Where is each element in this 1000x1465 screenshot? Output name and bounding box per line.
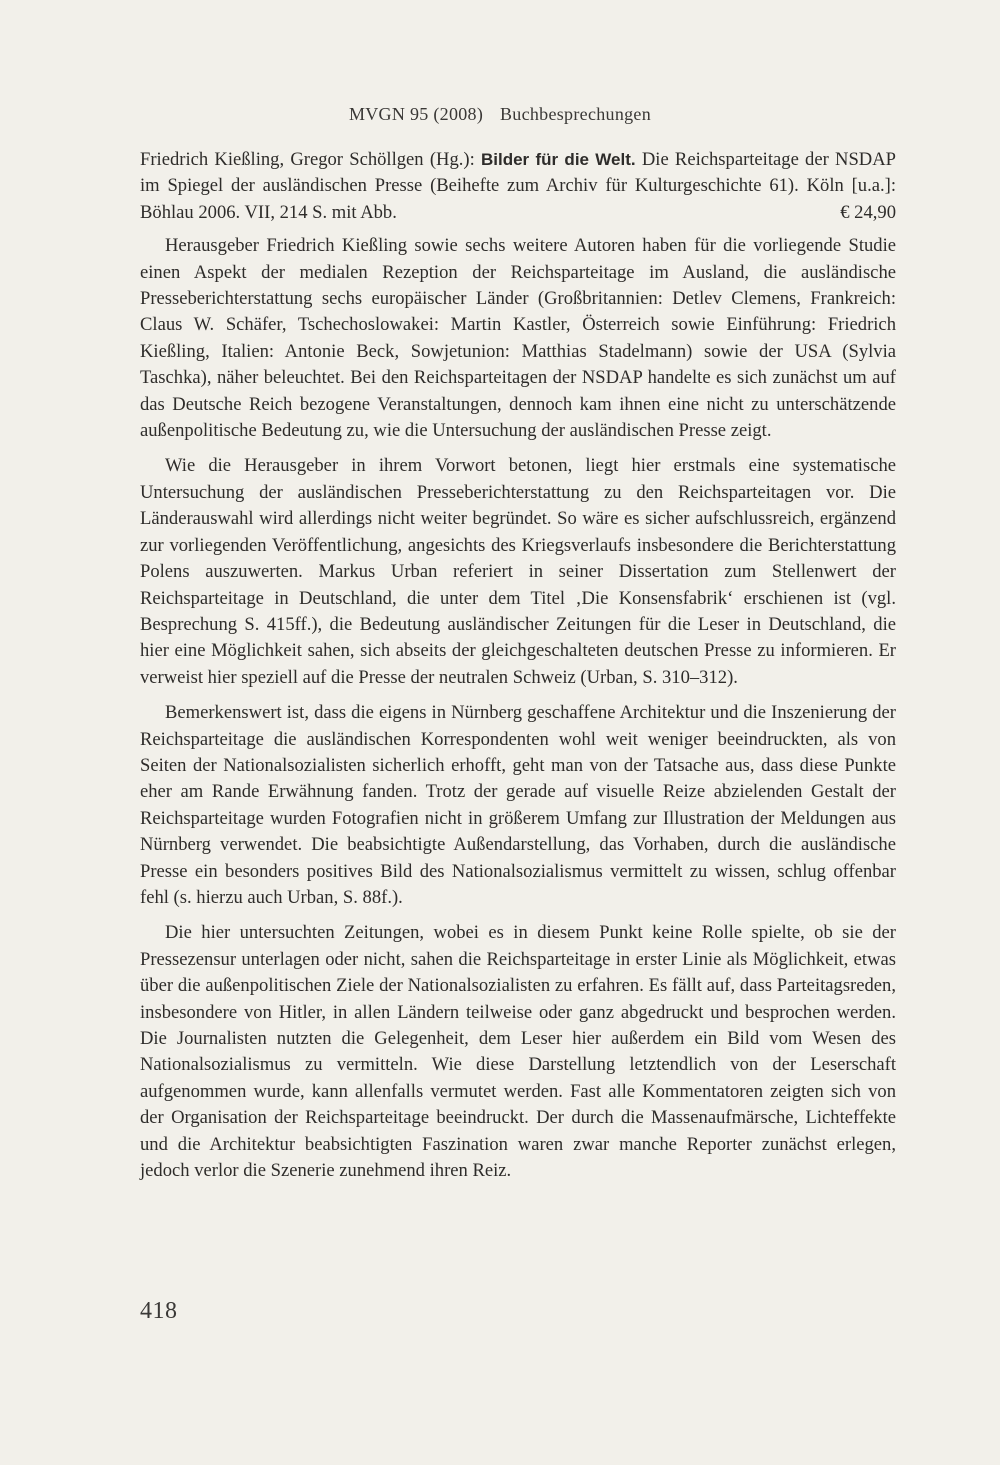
review-authors: Friedrich Kießling, Gregor Schöllgen (Hg.): <box>140 149 475 170</box>
review-paragraph: Bemerkenswert ist, dass die eigens in Nürnberg geschaffene Architektur und die Inszenierung der Reichsparteitage die ausländischen Korrespondenten wohl weit weniger beeindruckten, als von Seiten der Nationalsozialisten sicherlich erhofft, geht man von der Tatsache aus, dass diese Punkte eher am Rande Erwähnung fanden. Trotz der gerade auf visuelle Reize abzielenden Gestalt der Reichsparteitage wurden Fotografien nicht in größerem Umfang zur Illustration der Meldungen aus Nürnberg verwendet. Die beabsichtigte Außendarstellung, das Vorhaben, durch die ausländische Presse ein besonders positives Bild des Nationalsozialismus vermittelt zu wissen, schlug offenbar fehl (s. hierzu auch Urban, S. 88f.). <box>140 702 896 908</box>
review-text <box>140 147 896 1193</box>
review-book-title: Bilder für die Welt. <box>480 150 636 169</box>
review-paragraph: Wie die Herausgeber in ihrem Vorwort betonen, liegt hier erstmals eine systematische Untersuchung der ausländischen Presseberichterstattung zu den Reichsparteitagen vor. Die Länderauswahl wird allerdings nicht weiter begründet. So wäre es sicher aufschlussreich, ergänzend zur vorliegenden Veröffentlichung, angesichts des Kriegsverlaufs insbesondere die Berichterstattung Polens auszuwerten. Markus Urban referiert in seiner Dissertation zum Stellenwert der Reichsparteitage in Deutschland, die unter dem Titel ‚Die Konsensfabrik‘ erschienen ist (vgl. Besprechung S. 415ff.), die Bedeutung ausländischer Zeitungen für die Leser in Deutschland, die hier eine Möglichkeit sahen, sich abseits der gleichgeschalteten deutschen Presse zu informieren. Er verweist hier speziell auf die Presse der neutralen Schweiz (Urban, S. 310–312). <box>140 455 896 688</box>
section-title: Buchbesprechungen <box>499 104 652 124</box>
page-number: 418 <box>140 1298 178 1324</box>
review-paragraph: Die hier untersuchten Zeitungen, wobei es in diesem Punkt keine Rolle spielte, ob sie der Pressezensur unterlagen oder nicht, sahen die Reichsparteitage in erster Linie als Möglichkeit, etwas über die außenpolitischen Ziele der Nationalsozialisten zu erfahren. Es fällt auf, dass Parteitagsreden, insbesondere von Hitler, in allen Ländern teilweise oder ganz abgedruckt und besprochen werden. Die Journalisten nutzten die Gelegenheit, dem Leser hier außerdem ein Bild vom Wesen des Nationalsozialismus zu vermitteln. Wie diese Darstellung letztendlich von der Leserschaft aufgenommen wurde, kann allenfalls vermutet werden. Fast alle Kommentatoren zeigten sich von der Organisation der Reichsparteitage beeindruckt. Der durch die Massenaufmärsche, Lichteffekte und die Architektur beabsichtigten Faszination waren zwar manche Reporter zunächst erlegen, jedoch verlor die Szenerie zunehmend ihren Reiz. <box>140 922 896 1182</box>
review-price: € 24,90 <box>840 201 896 223</box>
running-head <box>0 104 1000 125</box>
bibliographic-reference <box>140 147 896 226</box>
review-book-details: Die Reichsparteitage der NSDAP im Spiegel der ausländischen Presse (Beihefte zum Archiv für Kulturgeschichte 61). Köln [u.a.]: Böhlau 2006. VII, 214 S. mit Abb. <box>140 149 896 223</box>
journal-reference: MVGN 95 (2008) <box>348 104 484 124</box>
review-paragraph: Herausgeber Friedrich Kießling sowie sechs weitere Autoren haben für die vorliegende Studie einen Aspekt der medialen Rezeption der Reichsparteitage im Ausland, die ausländische Presseberichterstattung sechs europäischer Länder (Großbritannien: Detlev Clemens, Frankreich: Claus W. Schäfer, Tschechoslowakei: Martin Kastler, Österreich sowie Einführung: Friedrich Kießling, Italien: Antonie Beck, Sowjetunion: Matthias Stadelmann) sowie der USA (Sylvia Taschka), näher beleuchtet. Bei den Reichsparteitagen der NSDAP handelte es sich zunächst um auf das Deutsche Reich bezogene Veranstaltungen, dennoch kam ihnen eine nicht zu unterschätzende außenpolitische Bedeutung zu, wie die Untersuchung der ausländischen Presse zeigt. <box>140 235 896 442</box>
